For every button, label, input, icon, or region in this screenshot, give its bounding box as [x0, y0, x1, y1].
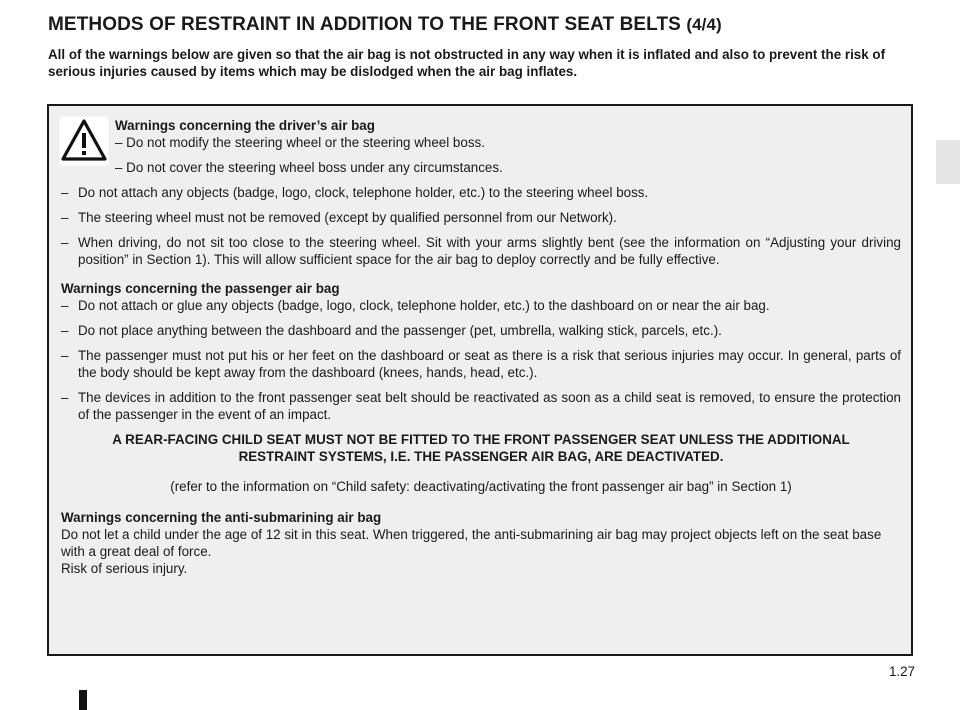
- page-title-part: (4/4): [686, 15, 722, 34]
- dash-bullet: –: [61, 348, 69, 363]
- child-safety-reference: (refer to the information on “Child safety: deactivating/activating the front passenger air bag” in Section 1): [170, 479, 792, 495]
- crop-mark: [79, 690, 87, 710]
- warning-content: [61, 106, 901, 577]
- driver-warning-text: When driving, do not sit too close to the steering wheel. Sit with your arms slightly bent (see the information on “Adjusting your driving position” in Section 1). This will allow sufficient space for the air bag to deploy correctly and be fully effective.: [78, 235, 901, 267]
- passenger-warning-item: [61, 297, 901, 314]
- driver-warning-item: [61, 234, 901, 268]
- anti-submarining-risk: Risk of serious injury.: [61, 560, 188, 576]
- warning-box: [47, 104, 913, 656]
- passenger-warning-text: Do not place anything between the dashboard and the passenger (pet, umbrella, walking stick, parcels, etc.).: [78, 323, 722, 338]
- anti-submarining-text: Do not let a child under the age of 12 sit in this seat. When triggered, the anti-submarining air bag may project objects left on the seat base with a great deal of force.: [61, 526, 882, 559]
- driver-warning-item: [61, 209, 901, 226]
- dash-bullet: –: [61, 390, 69, 405]
- page-title: [48, 14, 722, 36]
- passenger-warning-text: The devices in addition to the front passenger seat belt should be reactivated as soon as a child seat is removed, to ensure the protection of the passenger in the event of an impact.: [78, 390, 901, 422]
- driver-warning-text: The steering wheel must not be removed (except by qualified personnel from our Network).: [78, 210, 617, 225]
- dash-bullet: –: [61, 210, 69, 225]
- driver-warning-item: [61, 184, 901, 201]
- page-title-text: METHODS OF RESTRAINT IN ADDITION TO THE FRONT SEAT BELTS: [48, 14, 681, 35]
- passenger-airbag-heading: Warnings concerning the passenger air bag: [61, 281, 340, 296]
- intro-paragraph: All of the warnings below are given so that the air bag is not obstructed in any way when it is inflated and also to prevent the risk of serious injuries caused by items which may be dislodged when the air bag inflates.: [48, 47, 886, 79]
- page-number: 1.27: [888, 664, 915, 679]
- driver-warning-line: – Do not cover the steering wheel boss under any circumstances.: [115, 160, 503, 175]
- dash-bullet: –: [61, 298, 69, 313]
- passenger-warning-text: The passenger must not put his or her feet on the dashboard or seat as there is a risk that serious injuries may occur. In general, parts of the body should be kept away from the dashboard (knees, hands, head, etc.).: [78, 348, 901, 380]
- driver-airbag-intro: [61, 106, 901, 176]
- dash-bullet: –: [61, 185, 69, 200]
- anti-submarining-section: [61, 509, 901, 577]
- passenger-warning-item: [61, 347, 901, 381]
- section-tab: [936, 140, 960, 184]
- driver-warning-text: Do not attach any objects (badge, logo, clock, telephone holder, etc.) to the steering wheel boss.: [78, 185, 649, 200]
- passenger-airbag-section: [61, 280, 901, 495]
- child-seat-caps-warning: A REAR-FACING CHILD SEAT MUST NOT BE FITTED TO THE FRONT PASSENGER SEAT UNLESS THE ADDITIONAL RESTRAINT SYSTEMS, I.E. THE PASSENGER AIR BAG, ARE DEACTIVATED.: [112, 432, 850, 464]
- driver-warning-line: – Do not modify the steering wheel or the steering wheel boss.: [115, 135, 485, 150]
- passenger-warning-item: [61, 389, 901, 423]
- dash-bullet: –: [61, 235, 69, 250]
- passenger-warning-text: Do not attach or glue any objects (badge, logo, clock, telephone holder, etc.) to the dashboard on or near the air bag.: [78, 298, 770, 313]
- driver-airbag-heading: Warnings concerning the driver’s air bag: [115, 118, 375, 133]
- passenger-warning-item: [61, 322, 901, 339]
- anti-submarining-heading: Warnings concerning the anti-submarining air bag: [61, 509, 382, 525]
- dash-bullet: –: [61, 323, 69, 338]
